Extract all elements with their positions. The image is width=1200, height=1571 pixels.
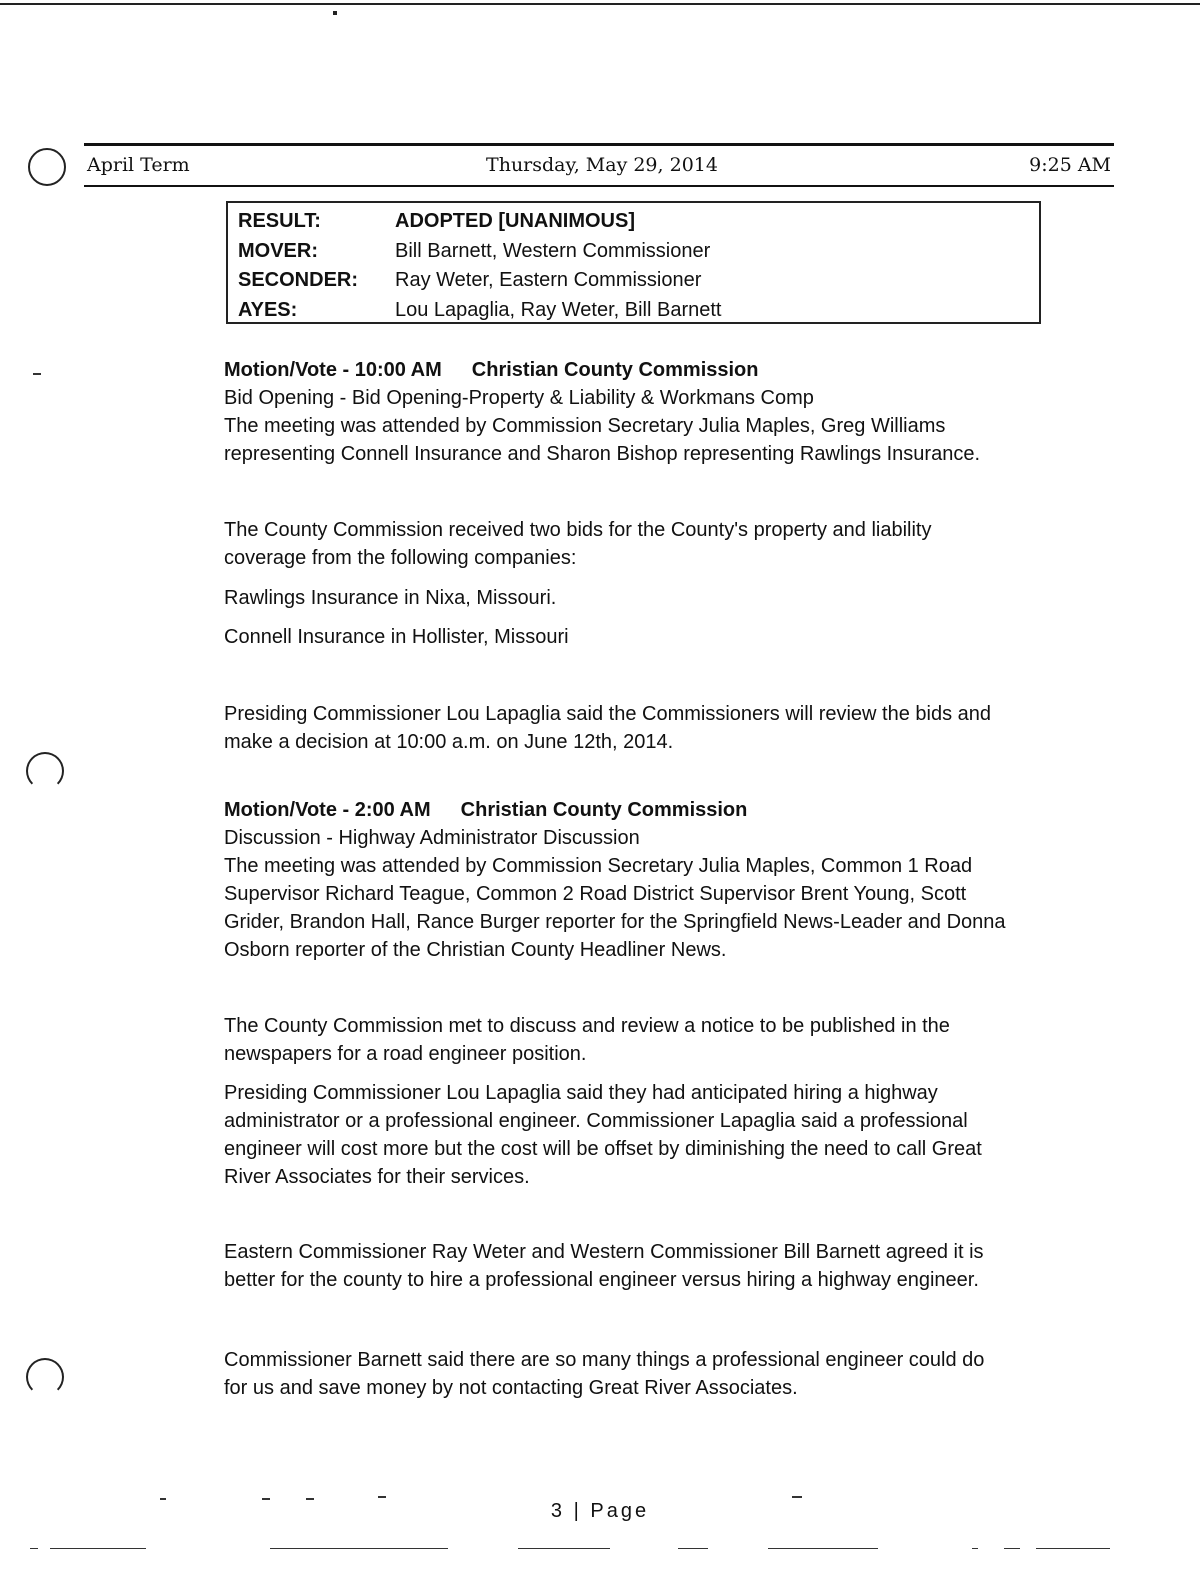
paragraph-line: The County Commission received two bids for the County's property and liability (224, 519, 932, 541)
motion-heading (224, 796, 1064, 824)
meeting-time: 9:25 AM (1029, 154, 1111, 176)
term-label: April Term (87, 154, 190, 176)
scan-speck (262, 1498, 270, 1500)
company-line (224, 584, 1064, 612)
motion-subject: Bid Opening - Bid Opening-Property & Liability & Workmans Comp (224, 387, 814, 409)
motion-heading (224, 356, 1064, 384)
scan-speck (972, 1548, 978, 1549)
seconder-value: Ray Weter, Eastern Commissioner (395, 269, 702, 291)
scan-speck (678, 1548, 708, 1549)
hiring-paragraph (224, 1079, 1064, 1191)
scan-speck (333, 11, 337, 15)
paragraph-line: newspapers for a road engineer position. (224, 1043, 587, 1065)
scan-speck (30, 1548, 38, 1549)
result-value: ADOPTED [UNANIMOUS] (395, 210, 635, 232)
paragraph-line: for us and save money by not contacting Great River Associates. (224, 1377, 798, 1399)
company-rawlings: Rawlings Insurance in Nixa, Missouri. (224, 587, 557, 609)
seconder-key: SECONDER: (238, 269, 359, 291)
attendance-line: The meeting was attended by Commission Secretary Julia Maples, Common 1 Road (224, 855, 973, 877)
result-row (238, 207, 1039, 237)
company-connell: Connell Insurance in Hollister, Missouri (224, 626, 569, 648)
motion-label: Motion/Vote - 2:00 AM (224, 799, 431, 821)
mover-value: Bill Barnett, Western Commissioner (395, 239, 711, 262)
paragraph-line: better for the county to hire a professional engineer versus hiring a highway engineer. (224, 1269, 979, 1291)
mover-key: MOVER: (238, 239, 318, 262)
attendance-line: The meeting was attended by Commission Secretary Julia Maples, Greg Williams (224, 415, 946, 437)
scan-speck (1036, 1548, 1110, 1549)
paragraph-line: Eastern Commissioner Ray Weter and Western Commissioner Bill Barnett agreed it is (224, 1241, 984, 1263)
paragraph-line: The County Commission met to discuss and review a notice to be published in the (224, 1015, 950, 1037)
scan-speck (1004, 1548, 1020, 1549)
scan-speck (33, 373, 41, 375)
seconder-row (238, 266, 1039, 296)
barnett-paragraph (224, 1346, 1064, 1402)
attendance-line: representing Connell Insurance and Sharon Bishop representing Rawlings Insurance. (224, 443, 981, 465)
attendance-line: Osborn reporter of the Christian County Headliner News. (224, 939, 727, 961)
motion-2-section (224, 796, 1064, 964)
scan-speck (306, 1498, 314, 1500)
attendance-line: Supervisor Richard Teague, Common 2 Road District Supervisor Brent Young, Scott (224, 883, 967, 905)
paragraph-line: coverage from the following companies: (224, 547, 577, 569)
motion-body: Christian County Commission (471, 359, 759, 381)
scan-speck (50, 1548, 146, 1549)
paragraph-line: Presiding Commissioner Lou Lapaglia said the Commissioners will review the bids and (224, 703, 992, 725)
agreement-paragraph (224, 1238, 1064, 1294)
scan-speck (160, 1498, 166, 1500)
scan-speck (792, 1496, 802, 1498)
attendance-line: Grider, Brandon Hall, Rance Burger reporter for the Springfield News-Leader and Donna (224, 911, 1006, 933)
scan-speck (270, 1548, 448, 1549)
scan-speck (378, 1496, 386, 1498)
result-key: RESULT: (238, 210, 321, 232)
paragraph-line: engineer will cost more but the cost will be offset by diminishing the need to call Great (224, 1138, 982, 1160)
mover-row (238, 237, 1039, 267)
ayes-row (238, 296, 1039, 326)
scan-speck (518, 1548, 610, 1549)
punch-hole-icon (26, 1358, 64, 1396)
scan-edge-line (0, 3, 1200, 5)
paragraph-line: administrator or a professional engineer. Commissioner Lapaglia said a professional (224, 1110, 968, 1132)
paragraph-line: make a decision at 10:00 a.m. on June 12th, 2014. (224, 731, 674, 753)
notice-paragraph (224, 1012, 1064, 1068)
decision-paragraph (224, 700, 1064, 756)
scan-speck (768, 1548, 878, 1549)
paragraph-line: River Associates for their services. (224, 1166, 530, 1188)
bids-paragraph (224, 516, 1064, 572)
ayes-key: AYES: (238, 298, 298, 321)
header-rule (84, 143, 1114, 146)
page-number: 3 | Page (550, 1500, 650, 1522)
vote-result-table (226, 201, 1041, 324)
motion-body: Christian County Commission (460, 799, 748, 821)
paragraph-line: Commissioner Barnett said there are so many things a professional engineer could do (224, 1349, 985, 1371)
ayes-value: Lou Lapaglia, Ray Weter, Bill Barnett (395, 298, 722, 321)
paragraph-line: Presiding Commissioner Lou Lapaglia said they had anticipated hiring a highway (224, 1082, 938, 1104)
punch-hole-icon (26, 752, 64, 790)
header-rule (84, 185, 1114, 187)
motion-label: Motion/Vote - 10:00 AM (224, 359, 442, 381)
motion-1-section (224, 356, 1064, 468)
motion-subject: Discussion - Highway Administrator Discussion (224, 827, 640, 849)
meeting-date: Thursday, May 29, 2014 (486, 154, 718, 176)
company-line (224, 623, 1064, 651)
